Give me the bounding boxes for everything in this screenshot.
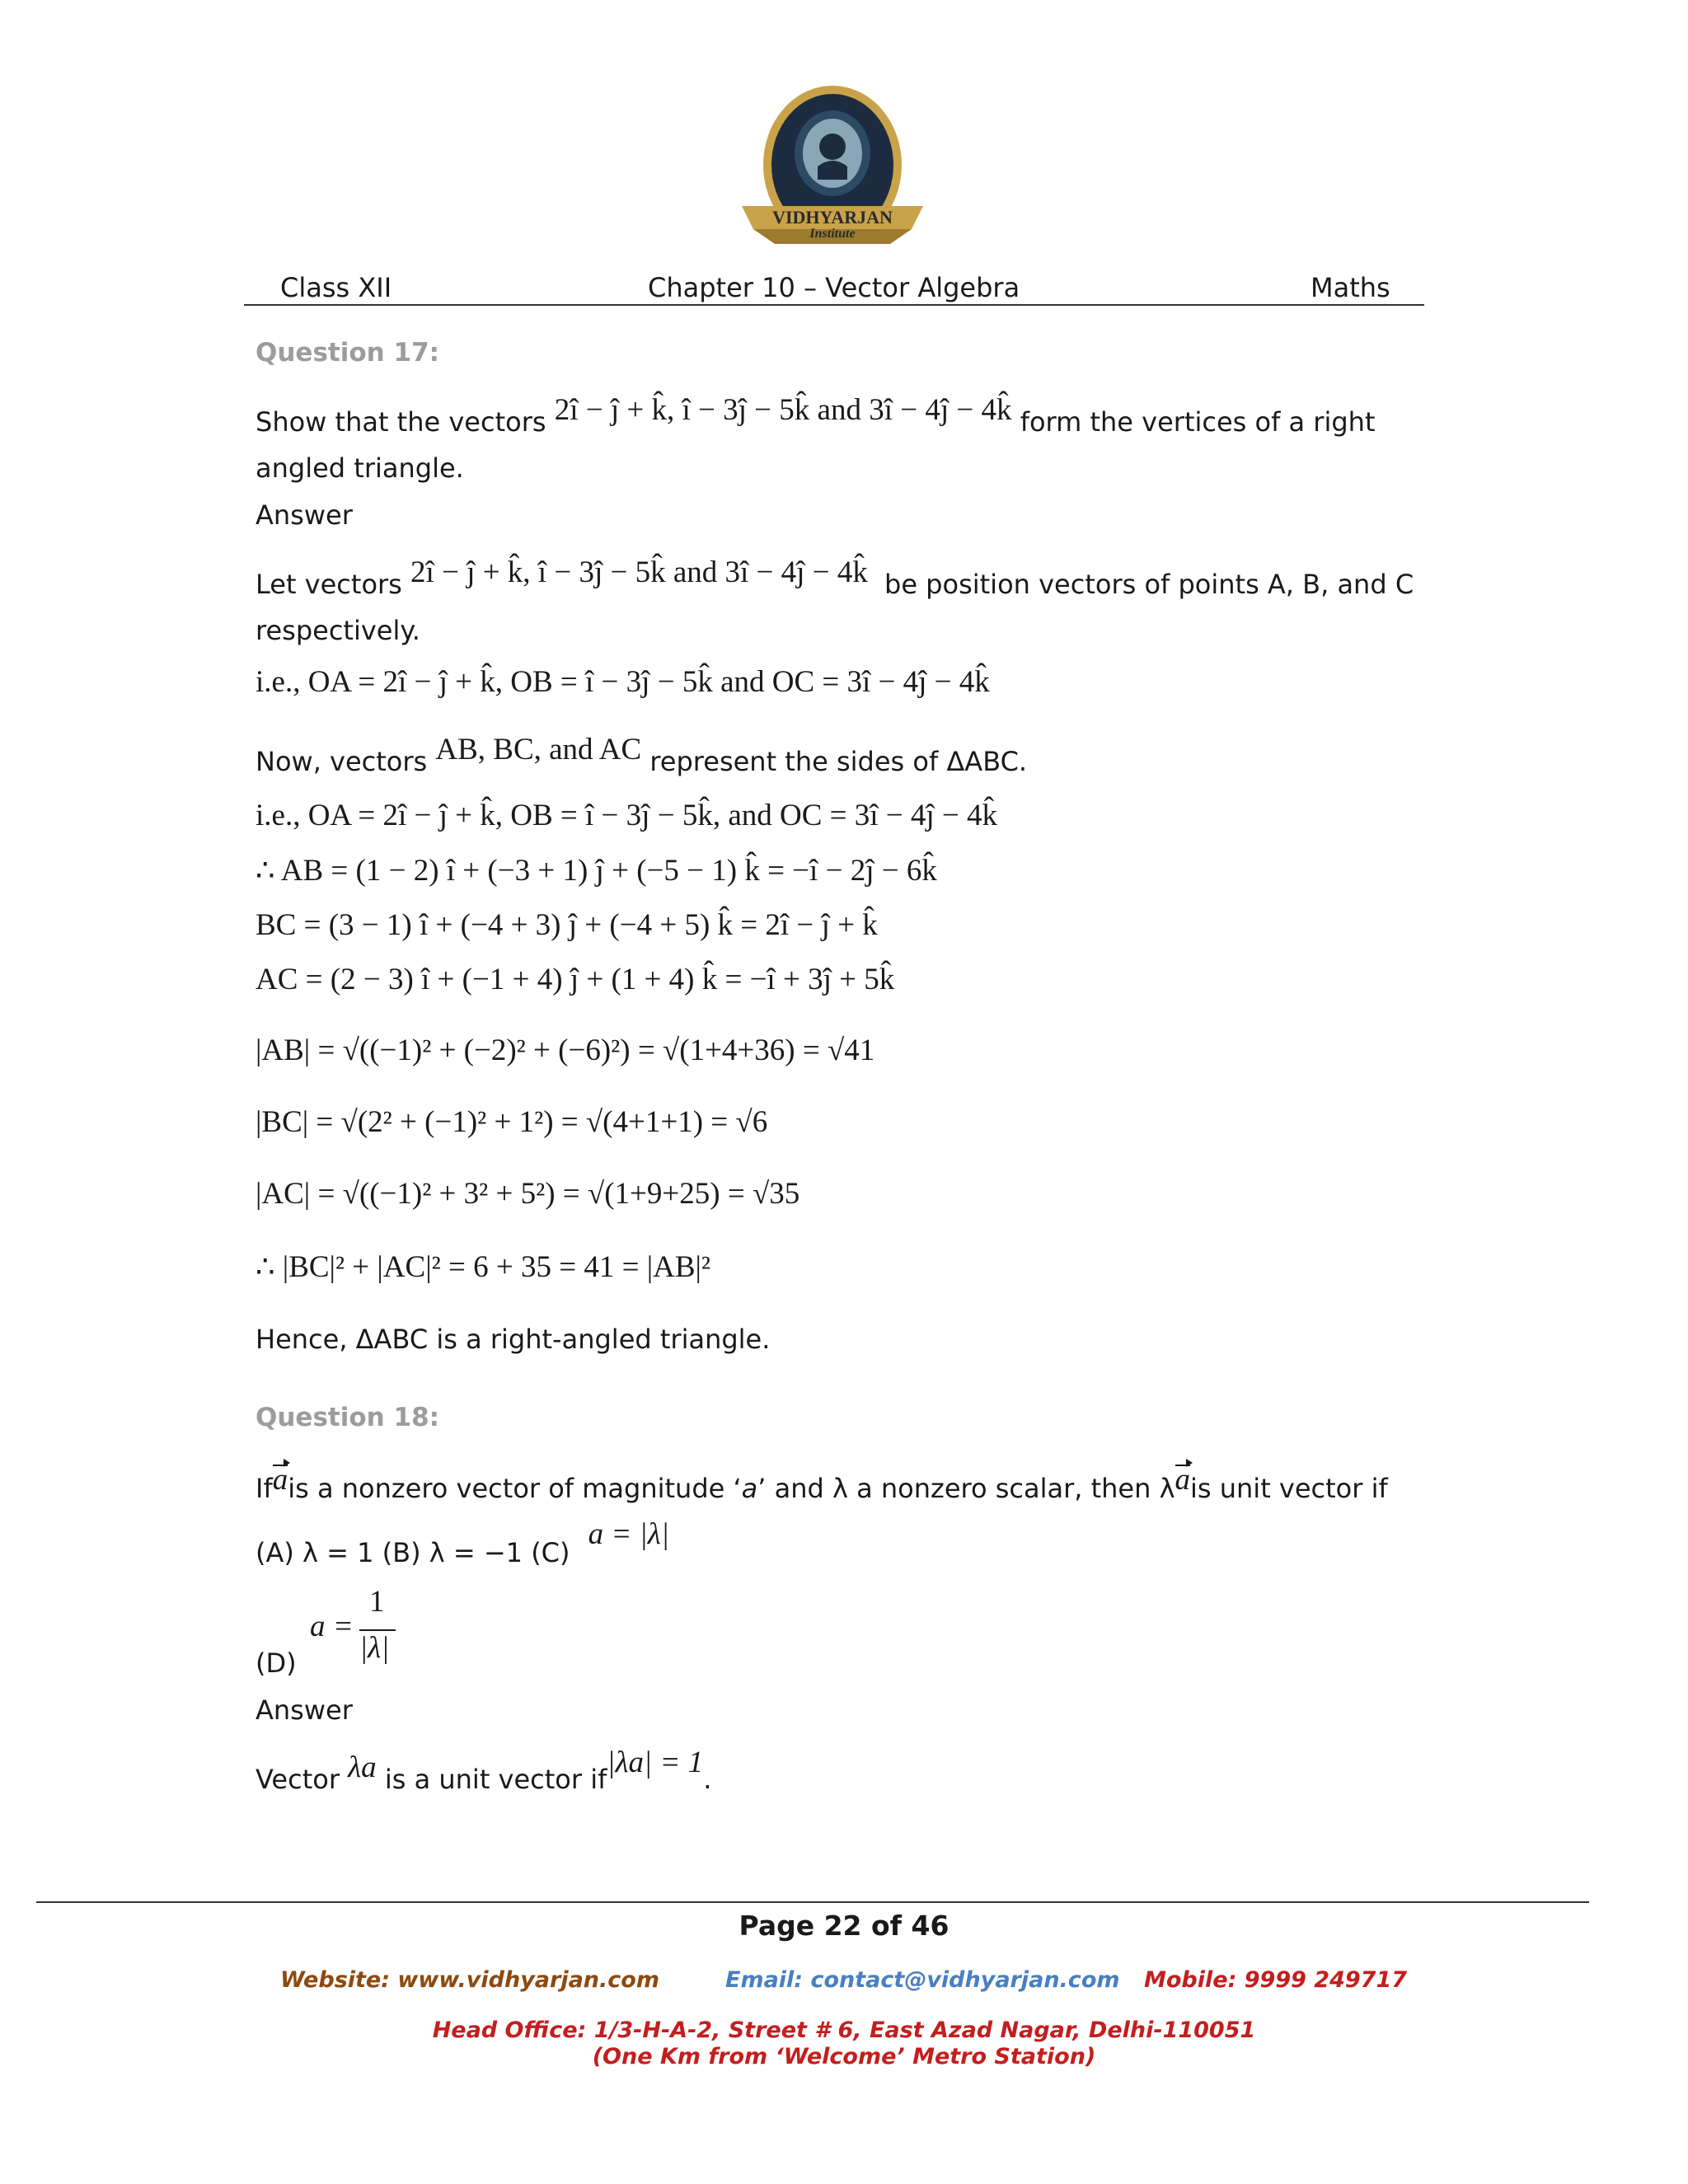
q18-vector-text: Vector (256, 1764, 340, 1795)
q18-unit-condition: |λa| = 1 (607, 1746, 704, 1779)
q17-pythagoras-sum: ∴ |BC|² + |AC|² = 6 + 35 = 41 = |AB|² (256, 1250, 711, 1284)
q17-now-math: AB, BC, and AC (435, 733, 642, 766)
page-number: Page 22 of 46 (738, 1910, 950, 1942)
q18-option-c-math: a = |λ| (588, 1517, 670, 1551)
q17-answer-label: Answer (256, 499, 353, 531)
q17-statement-start: Show that the vectors (256, 406, 546, 438)
option-d-lhs: a = (310, 1610, 354, 1643)
q18-options-abc (256, 1517, 670, 1571)
q18-statement (256, 1463, 1388, 1507)
logo-text-bottom: Institute (809, 227, 856, 241)
q18-lambda-a: λa (348, 1750, 377, 1784)
subject-label: Maths (1311, 272, 1390, 303)
footer-rule (36, 1901, 1589, 1903)
q17-respectively: respectively. (256, 615, 420, 646)
q18-statement-mid: is a nonzero vector of magnitude ‘ (288, 1473, 742, 1504)
q17-magnitude-bc: |BC| = √(2² + (−1)² + 1²) = √(4+1+1) = √6 (256, 1105, 768, 1139)
logo-text-top: VIDHYARJAN (772, 207, 893, 227)
chapter-label: Chapter 10 – Vector Algebra (648, 272, 1020, 303)
q17-statement-text (256, 393, 1376, 440)
question-17-heading: Question 17: (256, 338, 440, 368)
footer-website: Website: www.vidhyarjan.com (280, 1967, 659, 1993)
footer-mobile: Mobile: 9999 249717 (1144, 1967, 1408, 1993)
q18-vector-a (273, 1463, 288, 1497)
q17-statement-end: form the vertices of a right (1020, 406, 1376, 438)
q17-let-start: Let vectors (256, 569, 402, 600)
q17-now-start: Now, vectors (256, 746, 428, 777)
q17-now-end: represent the sides of ΔABC. (649, 746, 1028, 777)
q17-let-end: be position vectors of points A, B, and C (884, 569, 1414, 600)
question-18-heading: Question 18: (256, 1403, 440, 1432)
q18-period: . (703, 1764, 712, 1795)
q17-statement-math: 2î − ĵ + k̂, î − 3ĵ − 5k̂ and 3î − 4ĵ − 4k̂ (554, 393, 1012, 427)
vector-a-symbol-2: a (1175, 1463, 1190, 1497)
footer-head-office: Head Office: 1/3-H-A-2, Street # 6, East Azad Nagar, Delhi-110051 (432, 2018, 1256, 2043)
q18-answer-line (256, 1746, 712, 1797)
q17-vector-ab: ∴ AB = (1 − 2) î + (−3 + 1) ĵ + (−5 − 1) k̂ = −î − 2ĵ − 6k̂ (256, 854, 937, 888)
q17-vector-bc: BC = (3 − 1) î + (−4 + 3) ĵ + (−4 + 5) k̂ = 2î − ĵ + k̂ (256, 908, 878, 942)
header-rule (244, 304, 1424, 306)
q17-magnitude-ab: |AB| = √((−1)² + (−2)² + (−6)²) = √(1+4+36) = √41 (256, 1033, 875, 1067)
logo-emblem (725, 82, 940, 272)
q18-option-d-math (310, 1584, 425, 1675)
footer-metro-note: (One Km from ‘Welcome’ Metro Station) (592, 2044, 1096, 2069)
q17-statement-cont: angled triangle. (256, 452, 464, 484)
q17-ie-repeat: i.e., OA = 2î − ĵ + k̂, OB = î − 3ĵ − 5k̂, and OC = 3î − 4ĵ − 4k̂ (256, 799, 998, 832)
q18-magnitude-a: a (741, 1473, 758, 1504)
vector-a-symbol: a (272, 1463, 288, 1497)
q18-answer-label: Answer (256, 1694, 353, 1726)
institute-logo (725, 82, 940, 272)
q17-let-math: 2î − ĵ + k̂, î − 3ĵ − 5k̂ and 3î − 4ĵ − 4k̂ (410, 555, 868, 589)
q17-let-line (256, 555, 1414, 602)
q18-if: If (256, 1473, 273, 1504)
q18-option-d-label: (D) (256, 1647, 297, 1679)
q18-statement-end: is unit vector if (1190, 1473, 1388, 1504)
option-d-numerator: 1 (369, 1585, 385, 1619)
q17-ie-position-vectors: i.e., OA = 2î − ĵ + k̂, OB = î − 3ĵ − 5k̂ and OC = 3î − 4ĵ − 4k̂ (256, 665, 990, 699)
q17-magnitude-ac: |AC| = √((−1)² + 3² + 5²) = √(1+9+25) = √35 (256, 1177, 800, 1211)
option-d-denominator: |λ| (359, 1631, 390, 1665)
q18-statement-mid2: ’ and λ a nonzero scalar, then λ (757, 1473, 1175, 1504)
q17-conclusion: Hence, ΔABC is a right-angled triangle. (256, 1324, 771, 1355)
q17-now-line (256, 733, 1028, 780)
q18-options-text: (A) λ = 1 (B) λ = −1 (C) (256, 1537, 570, 1568)
class-label: Class XII (280, 272, 392, 303)
q18-unit-text: is a unit vector if (384, 1764, 607, 1795)
footer-email: Email: contact@vidhyarjan.com (725, 1967, 1120, 1993)
q18-vector-a-2 (1175, 1463, 1191, 1497)
q17-vector-ac: AC = (2 − 3) î + (−1 + 4) ĵ + (1 + 4) k̂ = −î + 3ĵ + 5k̂ (256, 963, 895, 996)
